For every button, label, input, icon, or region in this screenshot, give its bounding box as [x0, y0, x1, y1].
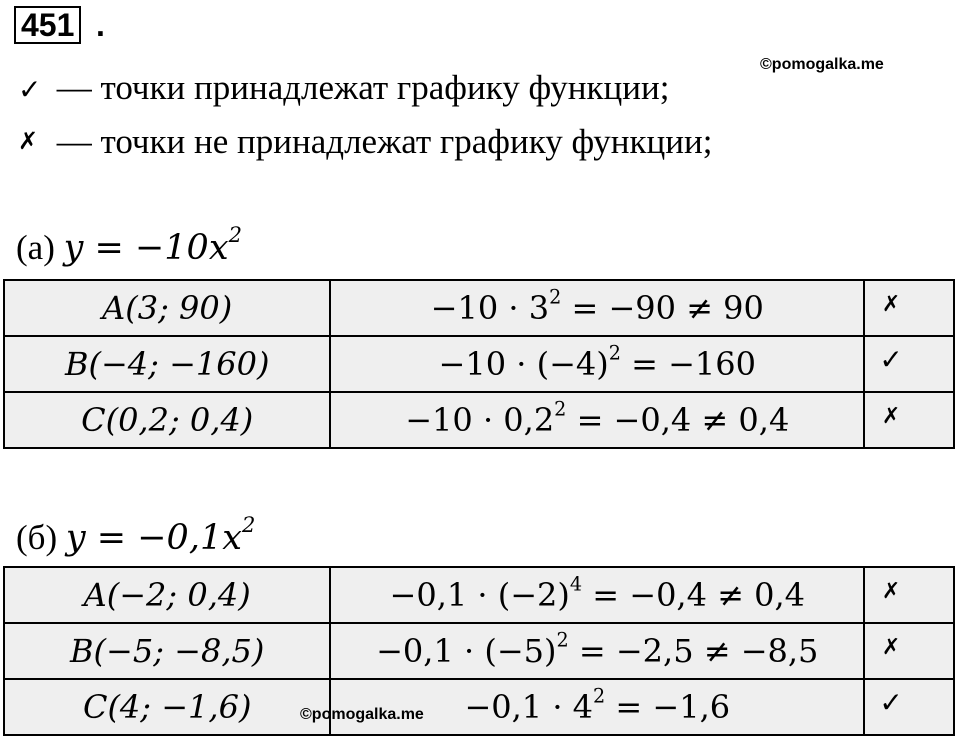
- table-row: [4, 679, 954, 735]
- calculation-cell: [330, 392, 864, 448]
- calculation-exponent: 2: [549, 285, 562, 309]
- calculation-base: −10 · 3: [430, 289, 550, 327]
- watermark-bottom: ©pomogalka.me: [300, 706, 424, 723]
- calculation-base: −10 · 0,2: [405, 401, 555, 439]
- calculation-base: −0,1 · (−5): [376, 632, 557, 670]
- point-label: B(−5; −8,5): [70, 632, 265, 670]
- section-b-table: [3, 566, 955, 736]
- legend-belongs-text: — точки принадлежат графику функции;: [48, 68, 670, 107]
- legend-not-belongs: [18, 122, 712, 162]
- problem-number: 451: [14, 6, 81, 44]
- calculation-exponent: 2: [556, 628, 569, 652]
- check-icon: ✓: [18, 73, 42, 106]
- point-label: C(0,2; 0,4): [81, 401, 254, 439]
- section-a-title: [16, 223, 242, 268]
- mark-cell: [864, 392, 954, 448]
- calculation-result: = −2,5 ≠ −8,5: [568, 632, 819, 670]
- table-row: [4, 280, 954, 336]
- calculation-cell: [330, 567, 864, 623]
- calculation-base: −0,1 · (−2): [389, 576, 570, 614]
- calculation-result: = −1,6: [605, 688, 731, 726]
- section-b-formula-exponent: 2: [241, 513, 256, 538]
- section-a-formula-base: y = −10x: [63, 228, 229, 268]
- calculation-base: −0,1 · 4: [464, 688, 594, 726]
- mark-cell: [864, 679, 954, 735]
- calculation-result: = −0,4 ≠ 0,4: [566, 401, 790, 439]
- calculation-exponent: 2: [554, 397, 567, 421]
- section-a-table: [3, 279, 955, 449]
- point-cell: [4, 392, 330, 448]
- mark-cell: [864, 336, 954, 392]
- cross-icon: ✗: [18, 127, 39, 155]
- calculation-result: = −90 ≠ 90: [561, 289, 764, 327]
- calculation-result: = −0,4 ≠ 0,4: [582, 576, 805, 614]
- check-icon: ✓: [879, 343, 903, 376]
- section-b-title: [16, 513, 256, 558]
- cross-icon: ✗: [881, 635, 901, 660]
- section-b-formula: [65, 513, 256, 558]
- check-icon: ✓: [879, 686, 903, 719]
- section-a-formula-exponent: 2: [228, 223, 242, 248]
- calculation-exponent: 4: [569, 572, 583, 596]
- calculation-base: −10 · (−4): [438, 345, 609, 383]
- mark-cell: [864, 567, 954, 623]
- point-label: A(3; 90): [102, 289, 233, 327]
- table-row: [4, 336, 954, 392]
- table-row: [4, 567, 954, 623]
- point-cell: [4, 679, 330, 735]
- table-row: [4, 623, 954, 679]
- legend-not-belongs-text: — точки не принадлежат графику функции;: [48, 122, 713, 161]
- section-b-formula-base: y = −0,1x: [65, 518, 242, 558]
- point-cell: [4, 567, 330, 623]
- calculation-cell: [330, 623, 864, 679]
- point-label: B(−4; −160): [64, 345, 270, 383]
- cross-icon: ✗: [881, 579, 901, 604]
- section-b-label: (б): [16, 518, 66, 557]
- calculation-exponent: 2: [608, 341, 621, 365]
- mark-cell: [864, 280, 954, 336]
- point-cell: [4, 336, 330, 392]
- calculation-cell: [330, 336, 864, 392]
- point-cell: [4, 623, 330, 679]
- point-label: A(−2; 0,4): [83, 576, 251, 614]
- watermark-top: ©pomogalka.me: [760, 56, 884, 73]
- table-row: [4, 392, 954, 448]
- mark-cell: [864, 623, 954, 679]
- section-a-formula: [63, 223, 242, 268]
- calculation-exponent: 2: [593, 684, 606, 708]
- point-cell: [4, 280, 330, 336]
- section-a-label: (а): [16, 228, 64, 267]
- cross-icon: ✗: [881, 404, 901, 429]
- calculation-cell: [330, 280, 864, 336]
- legend-belongs: [18, 68, 669, 108]
- calculation-result: = −160: [620, 345, 756, 383]
- cross-icon: ✗: [881, 292, 901, 317]
- point-label: C(4; −1,6): [82, 688, 252, 726]
- problem-number-dot: .: [96, 7, 105, 43]
